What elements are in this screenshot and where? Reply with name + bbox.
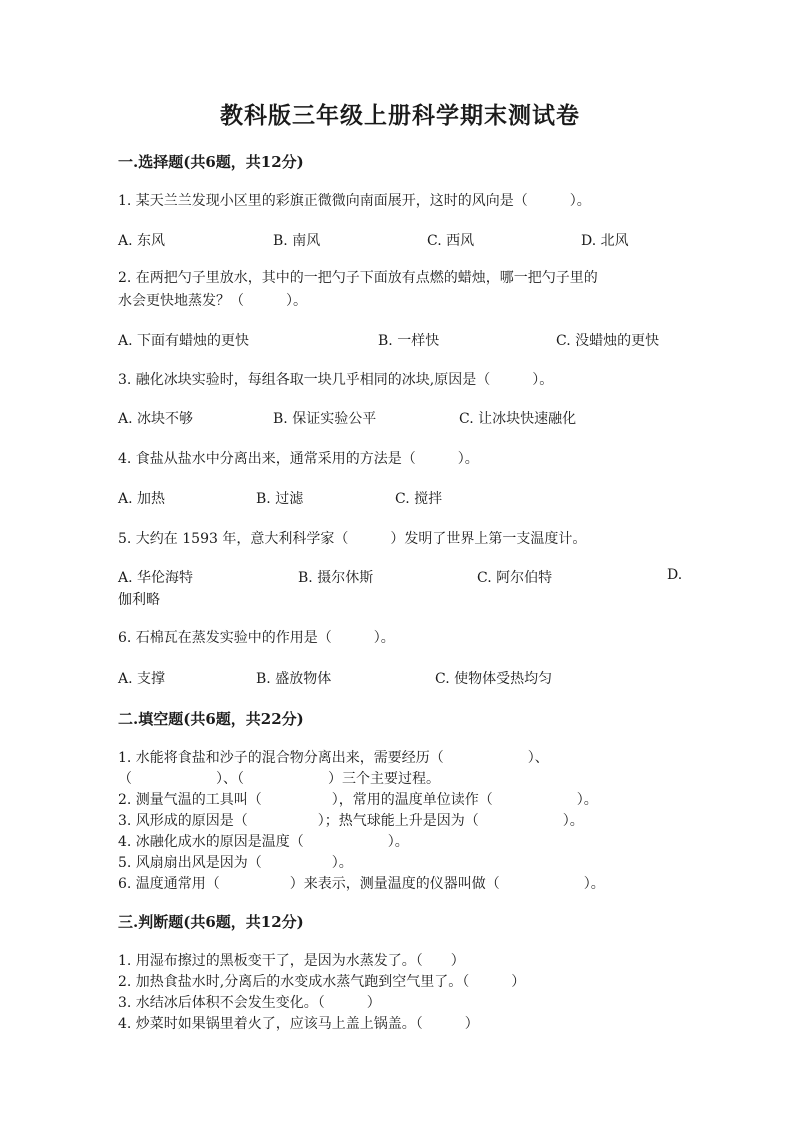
q1-option-b: B. 南风 xyxy=(273,233,321,249)
q2-option-a: A. 下面有蜡烛的更快 xyxy=(118,333,250,349)
question-2-line-1: 2. 在两把勺子里放水，其中的一把勺子下面放有点燃的蜡烛，哪一把勺子里的 xyxy=(118,270,598,286)
question-3: 3. 融化冰块实验时，每组各取一块几乎相同的冰块,原因是（ ）。 xyxy=(118,372,554,388)
question-1: 1. 某天兰兰发现小区里的彩旗正微微向南面展开，这时的风向是（ ）。 xyxy=(118,193,591,209)
q2-option-b: B. 一样快 xyxy=(378,333,440,349)
q5-option-d-text: 伽利略 xyxy=(118,592,160,608)
q1-option-c: C. 西风 xyxy=(427,233,475,249)
judge-line-4: 4. 炒菜时如果锅里着火了，应该马上盖上锅盖。（ ） xyxy=(118,1016,479,1032)
fill-line-4: 4. 冰融化成水的原因是温度（ ）。 xyxy=(118,834,409,850)
q4-option-a: A. 加热 xyxy=(118,491,166,507)
fill-line-1: 1. 水能将食盐和沙子的混合物分离出来，需要经历（ ）、 xyxy=(118,750,549,766)
q1-option-d: D. 北风 xyxy=(581,233,629,249)
page-title: 教科版三年级上册科学期末测试卷 xyxy=(220,102,580,129)
q2-option-c: C. 没蜡烛的更快 xyxy=(556,333,660,349)
q3-option-c: C. 让冰块快速融化 xyxy=(459,411,577,427)
section-heading-judge: 三.判断题(共6题，共12分) xyxy=(118,913,304,931)
fill-line-3: 3. 风形成的原因是（ ）；热气球能上升是因为（ ）。 xyxy=(118,813,584,829)
fill-line-5: 5. 风扇扇出风是因为（ ）。 xyxy=(118,855,353,871)
judge-line-1: 1. 用湿布擦过的黑板变干了，是因为水蒸发了。（ ） xyxy=(118,953,465,969)
q5-option-a: A. 华伦海特 xyxy=(118,570,194,586)
q4-option-c: C. 搅拌 xyxy=(395,491,443,507)
fill-line-2: 2. 测量气温的工具叫（ ），常用的温度单位读作（ ）。 xyxy=(118,792,598,808)
q5-option-b: B. 摄尔休斯 xyxy=(298,570,374,586)
question-4: 4. 食盐从盐水中分离出来，通常采用的方法是（ ）。 xyxy=(118,451,479,467)
q6-option-b: B. 盛放物体 xyxy=(256,671,332,687)
judge-line-3: 3. 水结冰后体积不会发生变化。（ ） xyxy=(118,995,381,1011)
q3-option-a: A. 冰块不够 xyxy=(118,411,194,427)
fill-line-6: 6. 温度通常用（ ）来表示，测量温度的仪器叫做（ ）。 xyxy=(118,876,605,892)
judge-line-2: 2. 加热食盐水时,分离后的水变成水蒸气跑到空气里了。（ ） xyxy=(118,974,526,990)
section-heading-fill: 二.填空题(共6题，共22分) xyxy=(118,710,304,728)
q5-option-d-label: D. xyxy=(667,567,683,583)
q6-option-c: C. 使物体受热均匀 xyxy=(435,671,553,687)
q4-option-b: B. 过滤 xyxy=(256,491,304,507)
fill-line-1-cont: （ ）、（ ）三个主要过程。 xyxy=(118,771,440,787)
q5-option-c: C. 阿尔伯特 xyxy=(477,570,553,586)
question-6: 6. 石棉瓦在蒸发实验中的作用是（ ）。 xyxy=(118,630,395,646)
q1-option-a: A. 东风 xyxy=(118,233,166,249)
question-5: 5. 大约在 1593 年，意大利科学家（ ）发明了世界上第一支温度计。 xyxy=(118,531,587,547)
question-2-line-2: 水会更快地蒸发？（ ）。 xyxy=(118,293,307,309)
q6-option-a: A. 支撑 xyxy=(118,671,166,687)
section-heading-choice: 一.选择题(共6题，共12分) xyxy=(118,153,304,171)
q3-option-b: B. 保证实验公平 xyxy=(273,411,377,427)
